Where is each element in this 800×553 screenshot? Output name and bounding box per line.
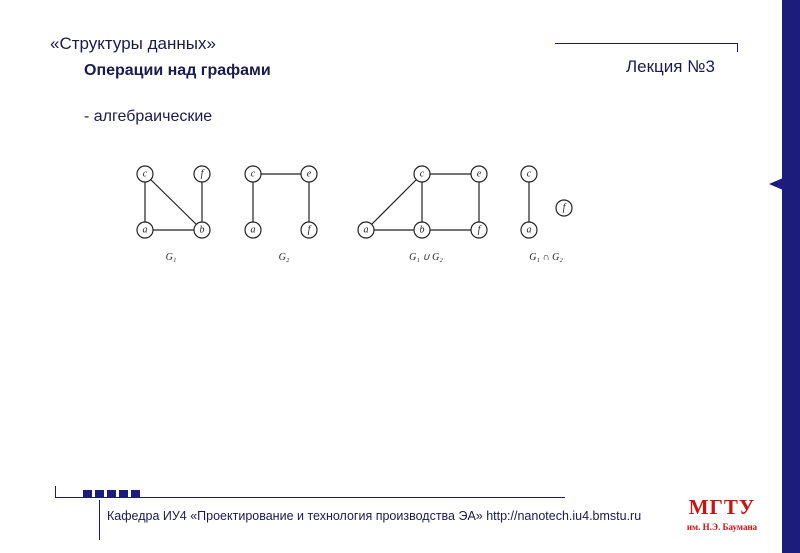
- graph-caption: G₁ ∩ G₂: [529, 252, 563, 263]
- graph-operations-figure: [125, 155, 585, 270]
- right-bar-notch: [769, 178, 783, 190]
- node-label: a: [526, 224, 532, 236]
- node-label: e: [476, 168, 482, 180]
- graph-caption: G₁ ∪ G₂: [409, 252, 443, 263]
- node-label: c: [142, 168, 148, 180]
- node-label: e: [306, 168, 312, 180]
- node-label: c: [526, 168, 532, 180]
- node-label: f: [200, 168, 204, 180]
- graph-g2: [245, 166, 317, 263]
- subsection-label: - алгебраические: [84, 108, 213, 125]
- edge-union-c-a: [366, 174, 422, 230]
- lecture-label: Лекция №3: [626, 57, 715, 76]
- node-label: c: [419, 168, 425, 180]
- university-logo: [672, 495, 772, 532]
- top-divider: [555, 43, 738, 44]
- course-title: «Структуры данных»: [50, 34, 216, 53]
- node-label: b: [419, 224, 425, 236]
- footer-divider: [55, 497, 565, 498]
- node-label: b: [199, 224, 205, 236]
- graph-figure-svg: [125, 155, 585, 270]
- logo-sub-text: им. Н.Э. Баумана: [686, 522, 758, 532]
- graph-intersection: [521, 166, 572, 263]
- section-title: Операции над графами: [84, 62, 271, 79]
- graph-caption: G₁: [165, 252, 177, 263]
- top-divider-tick: [737, 43, 738, 52]
- node-label: a: [142, 224, 148, 236]
- node-label: a: [250, 224, 256, 236]
- right-accent-bar: [782, 0, 800, 553]
- graph-union: [358, 166, 487, 263]
- footer-vertical-divider: [99, 500, 100, 540]
- graph-g1: [137, 166, 210, 263]
- node-label: f: [562, 202, 566, 214]
- node-label: a: [363, 224, 369, 236]
- graph-caption: G₂: [278, 252, 290, 263]
- node-label: f: [477, 224, 481, 236]
- node-label: c: [250, 168, 256, 180]
- logo-main-text: МГТУ: [688, 495, 756, 519]
- edge-g1-c-b: [145, 174, 202, 230]
- node-label: f: [307, 224, 311, 236]
- footer-department-text: Кафедра ИУ4 «Проектирование и технология производства ЭА» http://nanotech.iu4.bmstu.ru: [107, 509, 642, 523]
